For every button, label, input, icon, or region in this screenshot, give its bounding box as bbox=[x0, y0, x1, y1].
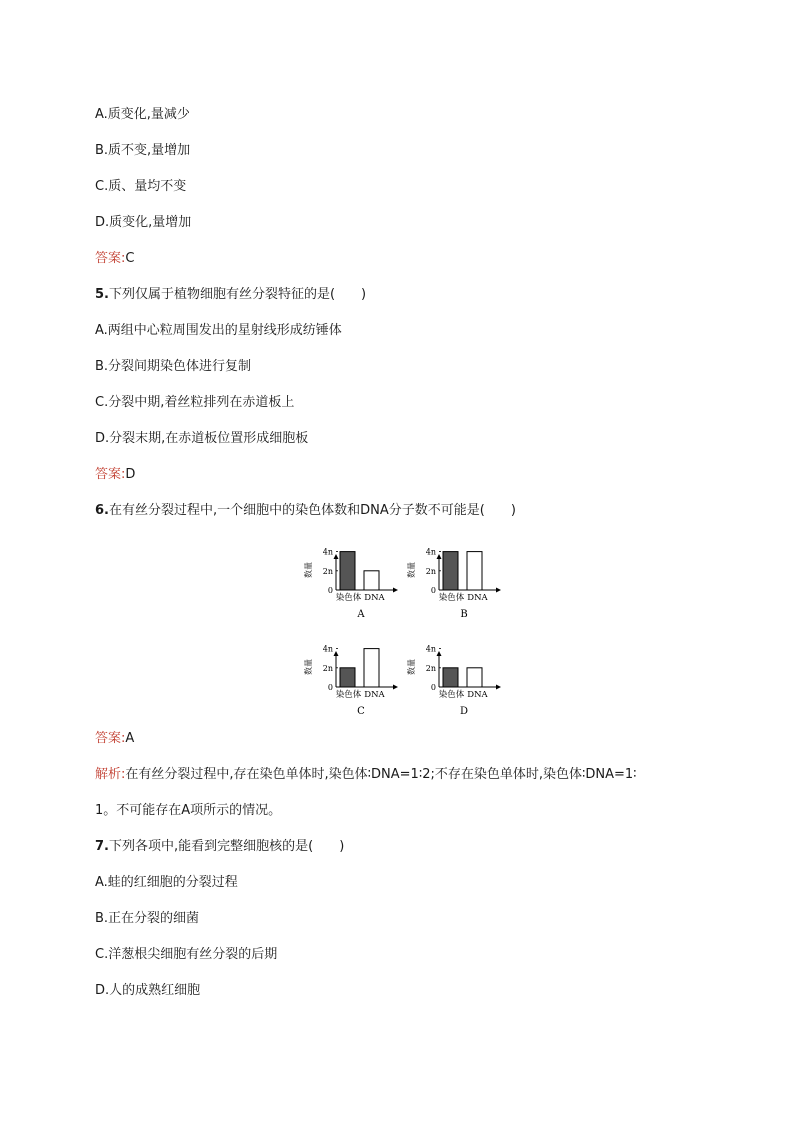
bar-charts-figure bbox=[300, 530, 520, 720]
q7-option-c: C.洋葱根尖细胞有丝分裂的后期 bbox=[95, 947, 278, 962]
chart-b-ytick-label: 4n bbox=[425, 547, 436, 557]
chart-c-ytick-label: 0 bbox=[327, 683, 333, 692]
chart-d-y-label: 数量 bbox=[407, 659, 416, 675]
chart-c-ytick-label: 2n bbox=[322, 663, 333, 673]
chart-a-y-arrow bbox=[334, 554, 339, 559]
chart-d-y-arrow bbox=[437, 651, 442, 656]
question-number: 5. bbox=[95, 287, 109, 302]
chart-a-x-arrow bbox=[393, 588, 398, 593]
chart-c-category-label: DNA bbox=[364, 690, 385, 700]
q4-option-d: D.质变化,量增加 bbox=[95, 215, 192, 230]
chart-a-y-label: 数量 bbox=[304, 562, 313, 578]
q7-option-b: B.正在分裂的细菌 bbox=[95, 911, 200, 926]
chart-c-category-label: 染色体 bbox=[335, 690, 362, 700]
chart-a-ytick-label: 0 bbox=[327, 586, 333, 595]
chart-b-ytick-label: 2n bbox=[425, 566, 436, 576]
chart-a-caption: A bbox=[357, 609, 365, 620]
question-text: 下列各项中,能看到完整细胞核的是( ) bbox=[108, 839, 345, 854]
analysis-text: 在有丝分裂过程中,存在染色单体时,染色体∶DNA=1∶2;不存在染色单体时,染色体∶DNA=1∶ bbox=[125, 767, 637, 782]
answer-label: 答案: bbox=[95, 467, 126, 482]
chart-c-x-arrow bbox=[393, 685, 398, 690]
chart-c-y-label: 数量 bbox=[304, 659, 313, 675]
chart-a-ytick-label: 2n bbox=[322, 566, 333, 576]
question-text: 下列仅属于植物细胞有丝分裂特征的是( ) bbox=[108, 287, 367, 302]
chart-b-bar-chromosome bbox=[443, 552, 458, 590]
chart-a-bar-dna bbox=[364, 571, 379, 590]
chart-c-bar-chromosome bbox=[340, 668, 355, 687]
chart-d-ytick-label: 2n bbox=[425, 663, 436, 673]
chart-b-ytick-label: 0 bbox=[430, 586, 436, 595]
q6-stem bbox=[95, 502, 516, 520]
chart-b-category-label: 染色体 bbox=[438, 593, 465, 603]
answer-value: C bbox=[125, 251, 135, 266]
q6-answer bbox=[95, 730, 134, 748]
chart-b-caption: B bbox=[460, 609, 468, 620]
answer-value: D bbox=[125, 467, 136, 482]
chart-d-ytick-label: 0 bbox=[430, 683, 436, 692]
question-number: 6. bbox=[95, 503, 109, 518]
q6-analysis bbox=[95, 766, 637, 784]
question-text: 在有丝分裂过程中,一个细胞中的染色体数和DNA分子数不可能是( ) bbox=[108, 503, 516, 518]
chart-d-bar-chromosome bbox=[443, 668, 458, 687]
chart-c-ytick-label: 4n bbox=[322, 644, 333, 654]
q4-option-a: A.质变化,量减少 bbox=[95, 107, 190, 122]
q7-option-a: A.蛙的红细胞的分裂过程 bbox=[95, 875, 238, 890]
chart-d-ytick-label: 4n bbox=[425, 644, 436, 654]
chart-c-caption: C bbox=[357, 706, 365, 717]
answer-label: 答案: bbox=[95, 731, 126, 746]
q7-stem bbox=[95, 838, 344, 856]
chart-b-y-arrow bbox=[437, 554, 442, 559]
question-number: 7. bbox=[95, 839, 109, 854]
q4-option-c: C.质、量均不变 bbox=[95, 179, 187, 194]
chart-b-category-label: DNA bbox=[467, 593, 488, 603]
analysis-label: 解析: bbox=[95, 767, 126, 782]
q4-answer bbox=[95, 250, 134, 268]
chart-a-category-label: 染色体 bbox=[335, 593, 362, 603]
chart-b-bar-dna bbox=[467, 552, 482, 590]
answer-label: 答案: bbox=[95, 251, 126, 266]
q4-option-b: B.质不变,量增加 bbox=[95, 143, 191, 158]
chart-d-category-label: DNA bbox=[467, 690, 488, 700]
q6-analysis-cont: 1。不可能存在A项所示的情况。 bbox=[95, 803, 282, 818]
chart-c-bar-dna bbox=[364, 649, 379, 687]
chart-a-ytick-label: 4n bbox=[322, 547, 333, 557]
answer-value: A bbox=[125, 731, 135, 746]
chart-a-bar-chromosome bbox=[340, 552, 355, 590]
chart-d-x-arrow bbox=[496, 685, 501, 690]
q5-option-b: B.分裂间期染色体进行复制 bbox=[95, 359, 252, 374]
chart-b-x-arrow bbox=[496, 588, 501, 593]
chart-d-bar-dna bbox=[467, 668, 482, 687]
chart-c-y-arrow bbox=[334, 651, 339, 656]
q5-stem bbox=[95, 286, 366, 304]
q5-answer bbox=[95, 466, 135, 484]
chart-d-category-label: 染色体 bbox=[438, 690, 465, 700]
chart-a-category-label: DNA bbox=[364, 593, 385, 603]
chart-d-caption: D bbox=[459, 706, 469, 717]
q5-option-d: D.分裂末期,在赤道板位置形成细胞板 bbox=[95, 431, 309, 446]
q7-option-d: D.人的成熟红细胞 bbox=[95, 983, 201, 998]
q6-charts bbox=[300, 530, 520, 720]
q5-option-a: A.两组中心粒周围发出的星射线形成纺锤体 bbox=[95, 323, 342, 338]
chart-b-y-label: 数量 bbox=[407, 562, 416, 578]
q5-option-c: C.分裂中期,着丝粒排列在赤道板上 bbox=[95, 395, 295, 410]
